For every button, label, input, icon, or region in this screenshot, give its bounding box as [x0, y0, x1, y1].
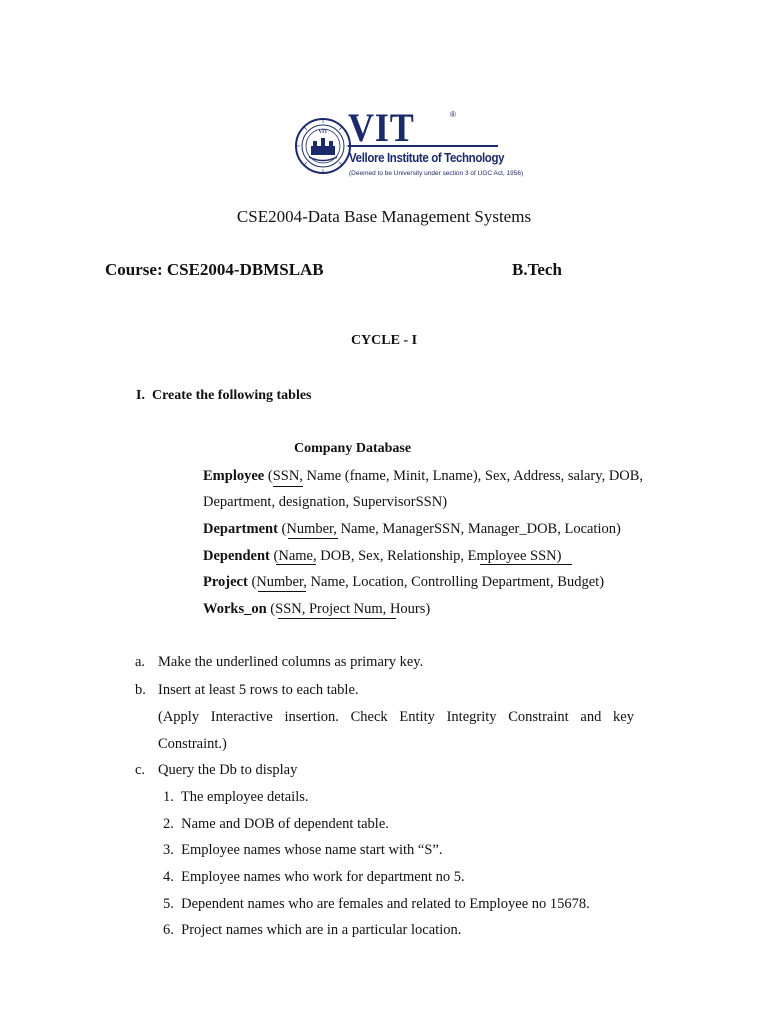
- task-b-note-line1: (Apply Interactive insertion. Check Entity Integrity Constraint and key: [158, 709, 634, 725]
- table-columns: DOB, Sex, Relationship, Employee SSN): [316, 548, 562, 564]
- pk-underline: [288, 538, 338, 539]
- primary-key: Name,: [278, 548, 317, 564]
- document-title: CSE2004-Data Base Management Systems: [236, 207, 532, 226]
- table-department: [203, 521, 621, 538]
- query-text: The employee details.: [180, 789, 309, 805]
- table-columns: Hours): [386, 601, 431, 617]
- vit-wordmark: VIT: [348, 105, 415, 150]
- query-text: Project names which are in a particular location.: [181, 922, 462, 938]
- task-c-marker: c.: [135, 762, 146, 778]
- table-columns: Name, Location, Controlling Department, Budget): [306, 574, 605, 590]
- query-item: [163, 816, 389, 833]
- table-columns: Name (fname, Minit, Lname), Sex, Address, salary, DOB,: [302, 468, 644, 484]
- primary-key: SSN,: [272, 468, 303, 484]
- course-label: Course: CSE2004-DBMSLAB: [105, 260, 324, 279]
- pk-underline: [480, 564, 572, 565]
- query-number: 3.: [163, 842, 174, 858]
- query-number: 5.: [163, 896, 174, 912]
- pk-underline: [273, 486, 303, 487]
- query-item: [163, 789, 309, 806]
- table-name: Employee: [203, 468, 265, 484]
- table-dependent: [203, 548, 561, 565]
- task-a-text: Make the underlined columns as primary key.: [158, 654, 424, 670]
- task-b-marker: b.: [135, 682, 146, 698]
- query-item: [163, 896, 590, 913]
- query-item: [163, 922, 461, 939]
- query-item: [163, 869, 465, 886]
- query-number: 1.: [163, 789, 174, 805]
- vit-deemed-note: (Deemed to be University under section 3 of UGC Act, 1956): [349, 170, 524, 177]
- table-name: Project: [203, 574, 248, 590]
- query-text: Employee names whose name start with “S”.: [181, 842, 443, 858]
- query-number: 6.: [163, 922, 174, 938]
- table-paren: (: [266, 601, 276, 617]
- table-paren: (: [247, 574, 257, 590]
- table-columns: Name, ManagerSSN, Manager_DOB, Location): [336, 521, 621, 537]
- table-employee: [203, 468, 643, 485]
- table-name: Works_on: [203, 601, 267, 617]
- database-name: Company Database: [294, 441, 412, 456]
- table-paren: (: [264, 468, 273, 484]
- query-item: [163, 842, 442, 859]
- table-name: Department: [203, 521, 278, 537]
- primary-key: Number,: [256, 574, 307, 590]
- section-heading: [136, 388, 312, 404]
- task-c-text: Query the Db to display: [158, 762, 298, 778]
- query-text: Employee names who work for department no 5.: [181, 869, 465, 885]
- task-b-note-line2: Constraint.): [158, 736, 227, 752]
- query-number: 2.: [163, 816, 174, 832]
- task-b-text: Insert at least 5 rows to each table.: [158, 682, 359, 698]
- vit-seal-icon: [295, 108, 355, 183]
- pk-underline: [258, 591, 306, 592]
- table-name: Dependent: [203, 548, 270, 564]
- pk-underline: [276, 564, 316, 565]
- task-a-marker: a.: [135, 654, 146, 670]
- vit-full-name: Vellore Institute of Technology: [349, 151, 505, 165]
- query-text: Name and DOB of dependent table.: [181, 816, 389, 832]
- seal-label: VIT: [318, 130, 328, 135]
- section-title: Create the following tables: [151, 388, 312, 403]
- table-paren: (: [269, 548, 279, 564]
- trademark-mark: ®: [450, 110, 456, 119]
- section-number: I.: [136, 388, 145, 403]
- query-number: 4.: [163, 869, 174, 885]
- cycle-heading: CYCLE - I: [350, 333, 418, 348]
- primary-key: SSN, Project Num,: [275, 601, 387, 617]
- table-works-on: [203, 601, 430, 618]
- table-paren: (: [277, 521, 287, 537]
- query-text: Dependent names who are females and related to Employee no 15678.: [181, 896, 590, 912]
- primary-key: Number,: [286, 521, 337, 537]
- pk-underline: [278, 618, 396, 619]
- table-project: [203, 574, 604, 591]
- degree-label: B.Tech: [512, 260, 562, 279]
- table-employee-cont: Department, designation, SupervisorSSN): [203, 494, 448, 510]
